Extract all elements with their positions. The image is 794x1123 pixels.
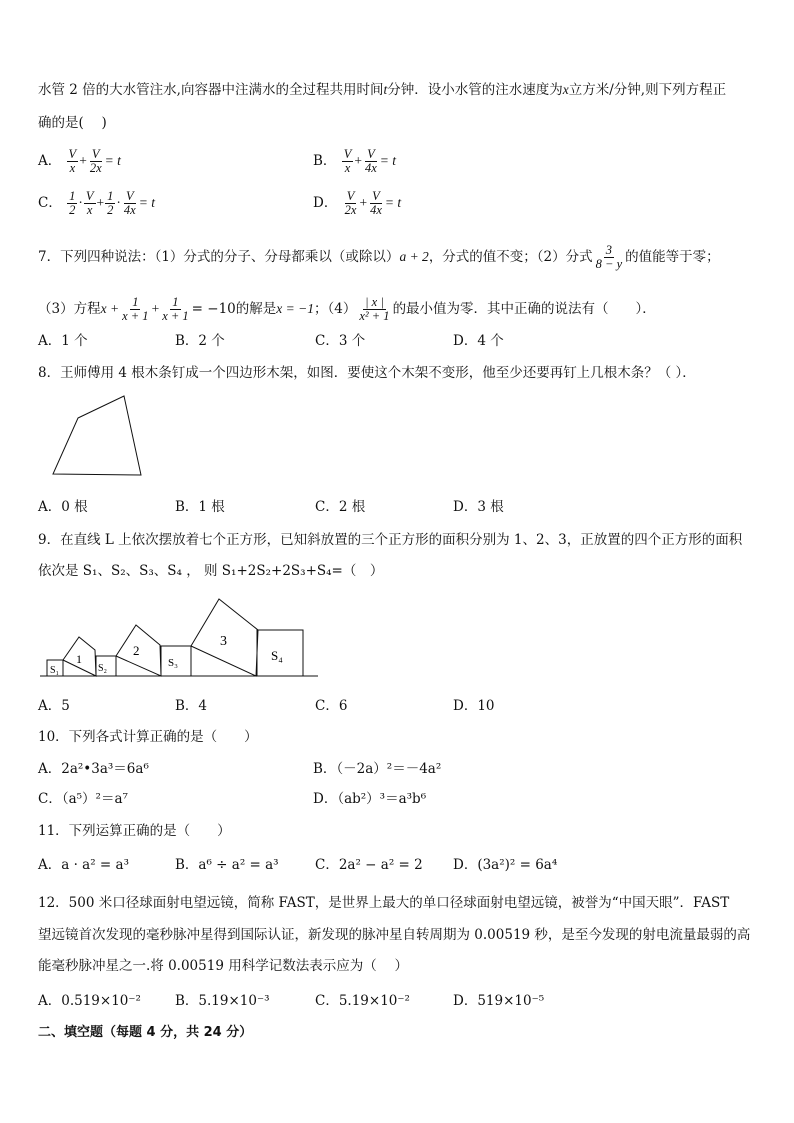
plus-sign: + [79,153,87,168]
q7-option-a[interactable]: A．1 个 [38,333,88,349]
q10-option-d[interactable]: D．（ab²）³＝a³b⁶ [313,791,427,807]
q9-option-d[interactable]: D．10 [453,698,495,714]
numerator: V [91,147,100,161]
q12-option-b[interactable]: B．5.19×10⁻³ [175,993,270,1009]
q7-line1 [38,244,720,271]
denominator: 4x [123,203,136,217]
denominator: x [86,203,93,217]
equals-t: = t [138,195,155,210]
numerator: V [85,189,94,203]
numerator: V [68,147,77,161]
q10-option-a[interactable]: A．2a²•3a³＝6a⁶ [38,761,149,777]
label-s4: S₄ [271,648,283,663]
fraction [67,190,77,217]
numerator: 1 [69,189,76,203]
q7-option-d[interactable]: D．4 个 [453,333,504,349]
plus-sign: + [96,195,105,210]
fraction [343,190,359,217]
q12-line2: 望远镜首次发现的毫秒脉冲星得到国际认证，新发现的脉冲星自转周期为 0.00519 秒，是至今发现的射电流量最弱的高 [38,927,751,943]
q6-option-a[interactable] [38,148,121,175]
q12-option-d[interactable]: D．519×10⁻⁵ [453,993,545,1009]
label-s2: S₂ [98,663,108,674]
q6-option-c[interactable] [38,190,155,217]
q11-option-c[interactable]: C．2a² − a² = 2 [315,857,423,873]
q7-text-b: ，分式的值不变；（2）分式 [428,249,593,265]
denominator: 2 [69,203,76,217]
fraction [122,190,138,217]
q7-line2 [38,296,656,323]
q6-line2: 确的是( ) [38,115,107,131]
q7-text-c: 的值能等于零； [625,249,720,265]
fraction [368,190,384,217]
denominator: x [344,161,351,175]
numerator: V [372,189,380,203]
denominator: 2x [89,161,102,175]
q7-text-2b: = −10的解是 [191,301,277,317]
q6-option-d[interactable] [313,190,401,217]
q7-text-a: 7．下列四种说法：（1）分式的分子、分母都乘以（或除以） [38,249,400,265]
numerator: 1 [132,295,139,309]
numerator: | x | [365,295,384,309]
denominator: 2x [344,203,357,217]
fraction [84,190,96,217]
q9-option-b[interactable]: B．4 [175,698,208,714]
q7-solution: x = −1 [276,301,314,316]
q6-text-b: 分钟．设小水管的注水速度为 [387,82,563,98]
q11-stem: 11．下列运算正确的是（ ） [38,823,231,839]
denominator: 8 − y [595,257,623,271]
q6-option-b-label: B． [313,153,337,169]
plus-sign: + [354,153,362,168]
q12-line3: 能毫秒脉冲星之一.将 0.00519 用科学记数法表示应为（ ） [38,958,408,974]
q10-option-b[interactable]: B．（－2a）²＝－4a² [313,761,442,777]
q8-option-c[interactable]: C．2 根 [315,499,366,515]
q11-option-a[interactable]: A．a · a² = a³ [38,857,129,873]
denominator: x + 1 [162,309,189,323]
q6-text-c: 立方米/分钟,则下列方程正 [568,82,727,98]
q9-option-a[interactable]: A．5 [38,698,70,714]
q6-line1 [38,81,726,99]
fraction [342,148,354,175]
label-3: 3 [220,634,227,649]
plus-sign: + [151,301,160,316]
q8-option-a[interactable]: A．0 根 [38,499,88,515]
q6-option-c-label: C． [38,195,62,211]
q6-option-a-label: A． [38,153,62,169]
q7-option-b[interactable]: B．2 个 [175,333,225,349]
q12-option-a[interactable]: A．0.519×10⁻² [38,993,141,1009]
q7-expr-a-plus-2: a + 2 [399,249,429,264]
fraction [105,190,115,217]
q7-text-2d: ；（4） [313,301,357,317]
plus-sign: + [359,195,368,210]
numerator: 1 [107,189,114,203]
numerator: 3 [605,243,613,257]
label-s1: S₁ [50,665,60,676]
section-2-heading: 二、填空题（每题 4 分，共 24 分） [38,1025,253,1040]
q7-x-plus: x + [100,301,120,316]
q12-option-c[interactable]: C．5.19×10⁻² [315,993,410,1009]
squares-figure [36,593,321,683]
fraction [67,148,79,175]
q8-stem: 8．王师傅用 4 根木条钉成一个四边形木架，如图．要使这个木架不变形，他至少还要再钉上几根木条？（ ）． [38,365,696,381]
fraction [357,296,391,323]
q7-option-c[interactable]: C．3 个 [315,333,366,349]
equals-t: = t [384,195,402,210]
numerator: V [343,147,352,161]
denominator: 4x [370,203,382,217]
q12-line1: 12．500 米口径球面射电望远镜，简称 FAST，是世界上最大的单口径球面射电望远镜，被誉为“中国天眼”．FAST [38,895,730,911]
q7-text-2e: 的最小值为零．其中正确的说法有（ ）． [392,301,656,317]
q9-option-c[interactable]: C．6 [315,698,348,714]
dot-sign: · [116,195,121,210]
equals-t: = t [379,153,397,168]
q6-option-b[interactable] [313,148,396,175]
q7-text-2a: （3）方程 [38,301,101,317]
equals-t: = t [104,153,121,168]
denominator: x + 1 [122,309,149,323]
q10-stem: 10．下列各式计算正确的是（ ） [38,729,258,745]
denominator: 2 [107,203,114,217]
q9-stem-line1: 9．在直线 L 上依次摆放着七个正方形，已知斜放置的三个正方形的面积分别为 1、2、3，正放置的四个正方形的面积 [38,532,743,548]
numerator: V [125,189,134,203]
fraction [594,244,624,271]
q6-t-var: t [383,82,388,97]
q10-option-c[interactable]: C．（a⁵）²＝a⁷ [38,791,128,807]
numerator: 1 [172,295,179,309]
q8-option-b[interactable]: B．1 根 [175,499,225,515]
label-1: 1 [76,652,82,666]
q9-stem-line2: 依次是 S₁、S₂、S₃、S₄ ， 则 S₁+2S₂+2S₃+S₄=（ ） [38,563,384,579]
quadrilateral-figure [40,390,160,485]
denominator: x² + 1 [359,309,390,323]
q11-option-b[interactable]: B．a⁶ ÷ a² = a³ [175,857,279,873]
fraction [88,148,104,175]
q6-option-d-label: D． [313,195,338,211]
q6-text-a: 水管 2 倍的大水管注水,向容器中注满水的全过程共用时间 [38,82,384,98]
numerator: V [346,189,355,203]
dot-sign: · [78,195,83,210]
fraction [160,296,190,323]
denominator: 4x [364,161,377,175]
numerator: V [367,147,375,161]
q11-option-d[interactable]: D．(3a²)² = 6a⁴ [453,857,558,873]
fraction [363,148,379,175]
denominator: x [69,161,76,175]
label-2: 2 [133,643,140,658]
quadrilateral-frame [53,396,141,475]
q6-x-var: x [562,82,569,97]
q8-option-d[interactable]: D．3 根 [453,499,504,515]
fraction [120,296,150,323]
label-s3: S₃ [168,657,178,669]
